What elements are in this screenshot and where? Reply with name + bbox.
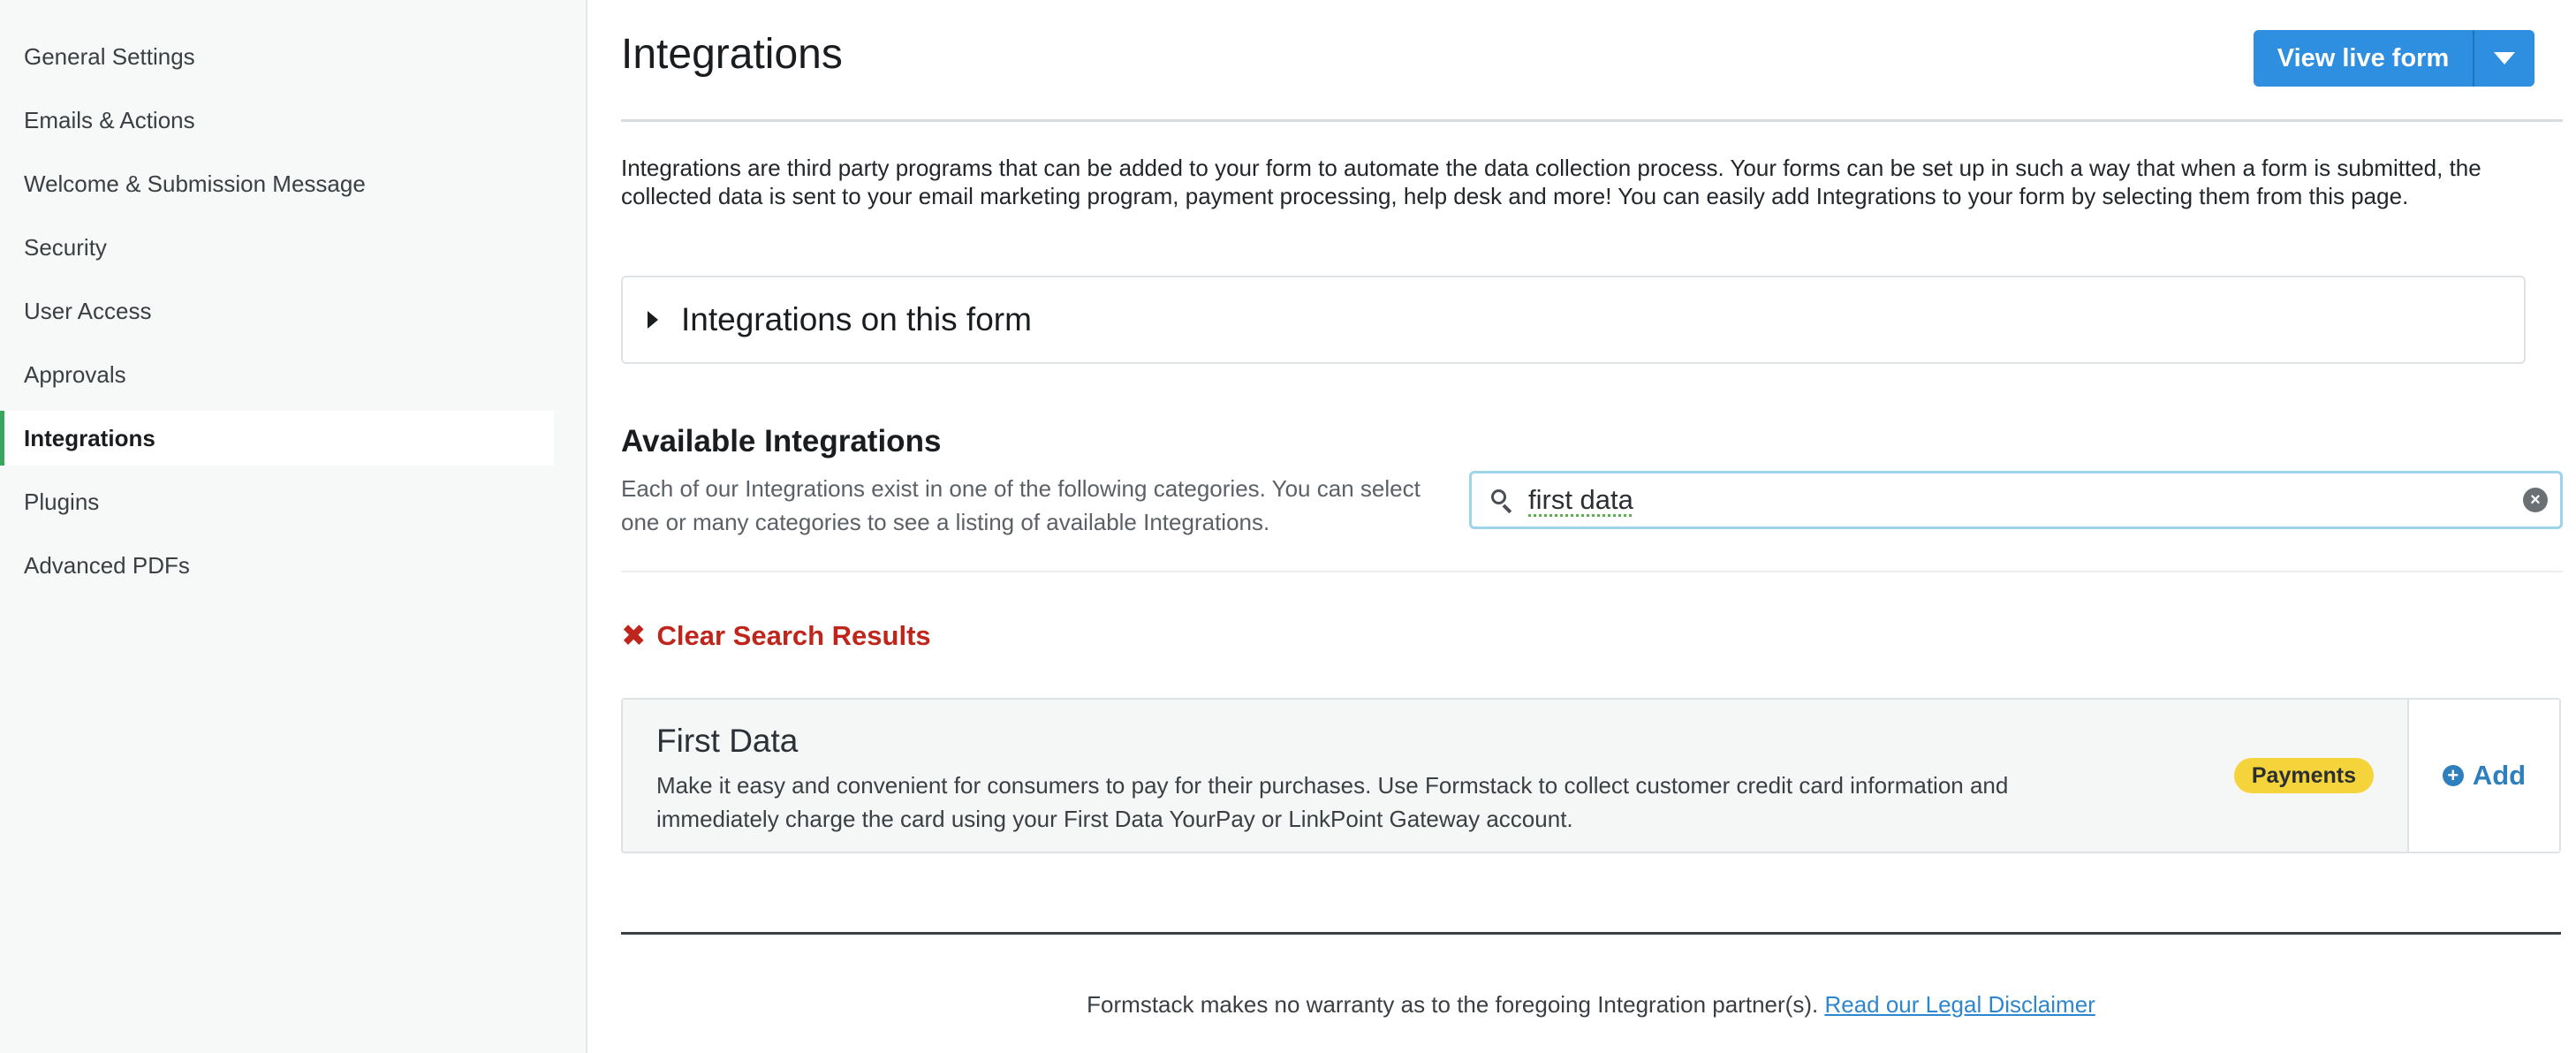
- add-integration-button[interactable]: [2407, 700, 2559, 852]
- sidebar-item-user-access[interactable]: User Access: [24, 297, 152, 324]
- sidebar-item-approvals[interactable]: Approvals: [24, 360, 126, 388]
- page-title: Integrations: [621, 31, 843, 78]
- sidebar-item-integrations[interactable]: Integrations: [0, 411, 554, 466]
- clear-search-results-label: Clear Search Results: [656, 620, 931, 651]
- chevron-down-icon: [2494, 52, 2515, 64]
- plus-circle-icon: +: [2443, 765, 2464, 786]
- accordion-label: Integrations on this form: [681, 301, 1032, 337]
- x-icon: ✖: [621, 619, 647, 653]
- search-input-value[interactable]: first data: [1528, 484, 1633, 515]
- integration-title: First Data: [656, 723, 799, 759]
- caret-right-icon: [648, 311, 658, 329]
- clear-search-results-button[interactable]: [621, 618, 931, 654]
- sidebar-item-plugins[interactable]: Plugins: [24, 488, 100, 515]
- settings-sidebar: [0, 0, 587, 1053]
- legal-disclaimer-link[interactable]: Read our Legal Disclaimer: [1824, 991, 2095, 1018]
- intro-text: Integrations are third party programs that can be added to your form to automate the data collection process. Your forms can be set up in such a way that when a form is submitted, the collected data is sent to your email marketing program, payment processing, help desk and more! You can easily add Integrations to your form by selecting them from this page.: [621, 155, 2481, 209]
- integration-search-input[interactable]: [1469, 471, 2563, 529]
- available-integrations-title: Available Integrations: [621, 424, 942, 458]
- view-live-form-button[interactable]: View live form: [2254, 30, 2473, 87]
- main-content: [621, 0, 2565, 1053]
- integration-result-card: [621, 698, 2561, 853]
- sidebar-item-general-settings[interactable]: General Settings: [24, 42, 195, 70]
- add-label: Add: [2472, 760, 2527, 791]
- view-live-form-button-group: [2254, 30, 2534, 87]
- search-icon: [1491, 489, 1512, 511]
- sidebar-item-welcome-submission[interactable]: Welcome & Submission Message: [24, 170, 366, 197]
- sidebar-item-advanced-pdfs[interactable]: Advanced PDFs: [24, 551, 190, 579]
- footer-disclaimer: [621, 991, 2561, 1019]
- integrations-on-form-accordion[interactable]: [621, 276, 2526, 364]
- footer-text: Formstack makes no warranty as to the foregoing Integration partner(s).: [1087, 991, 1819, 1018]
- sidebar-item-emails-actions[interactable]: Emails & Actions: [24, 106, 195, 133]
- clear-circle-icon[interactable]: ×: [2523, 488, 2548, 512]
- view-live-form-dropdown-button[interactable]: [2473, 30, 2534, 87]
- integration-description: Make it easy and convenient for consumers to pay for their purchases. Use Formstack to collect customer credit card information and immediately charge the card using your First Data YourPay or LinkPoint Gateway account.: [656, 772, 2009, 832]
- footer-divider: [621, 932, 2561, 935]
- category-badge: Payments: [2234, 758, 2374, 793]
- available-integrations-description: Each of our Integrations exist in one of the following categories. You can select one or many categories to see a listing of available Integrations.: [621, 475, 1421, 535]
- integration-card-body: [623, 700, 2407, 852]
- sidebar-item-security[interactable]: Security: [24, 233, 107, 261]
- title-divider: [621, 119, 2563, 122]
- section-divider: [621, 571, 2563, 572]
